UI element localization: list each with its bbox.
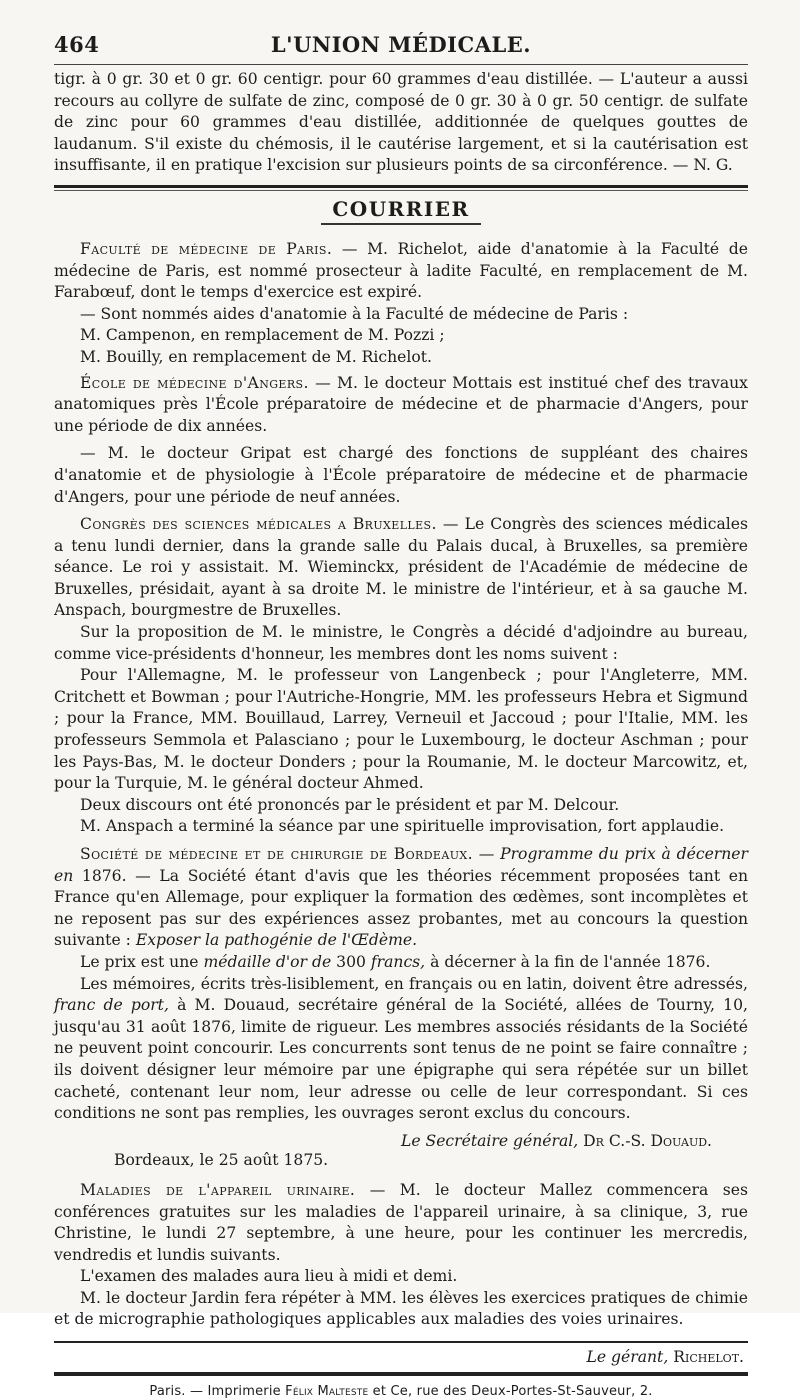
imprint-text-b: et Ce, rue des Deux-Portes-St-Sauveur, 2. xyxy=(368,1384,653,1399)
bruxelles-paragraph-3: Pour l'Allemagne, M. le professeur von Langenbeck ; pour l'Angleterre, MM. Critchett et Bowman ; pour l'Autriche-Hongrie, MM. les professeurs Hebra et Sigmund ; pour la France, MM. Bouillaud, Larrey, Verneuil et Jaccoud ; pour l'Italie, MM. les professeurs Semmola et Palasciano ; pour le Luxembourg, le docteur Aschman ; pour les Pays-Bas, M. le docteur Donders ; pour la Roumanie, M. le docteur Marcowitz, et, pour la Turquie, M. le général docteur Ahmed. xyxy=(54,666,748,793)
bordeaux-paragraph-3 xyxy=(54,974,748,1125)
maladies-paragraph xyxy=(54,1180,748,1266)
signature-name: Dr C.-S. Douaud. xyxy=(578,1131,712,1150)
prize-medal: médaille d'or de xyxy=(203,952,332,971)
bordeaux-prize-title: Programme du prix à décerner en xyxy=(54,845,748,885)
prize-francs: francs, xyxy=(370,952,426,971)
section-title: COURRIER xyxy=(332,196,470,221)
gerant-label: Le gérant, xyxy=(586,1348,669,1367)
page-number: 464 xyxy=(54,32,100,57)
faculte-item-1: M. Campenon, en remplacement de M. Pozzi ; xyxy=(80,326,445,345)
angers-paragraph xyxy=(54,373,748,438)
prize-text-a: Le prix est une xyxy=(80,952,204,971)
gerant-rule xyxy=(54,1341,748,1343)
imprint-line xyxy=(54,1384,748,1399)
memoirs-franc-de-port: franc de port, xyxy=(54,996,169,1015)
journal-title: L'UNION MÉDICALE. xyxy=(270,32,532,57)
memoirs-text-b: à M. Douaud, secrétaire général de la Société, allées de Tourny, 10, jusqu'au 31 août 1876, limite de rigueur. Les membres associés résidants de la Société ne peuvent point concourir. Les concurrents sont tenus de ne point se faire connaître ; ils doivent désigner leur mémoire par une épigraphe qui sera répétée sur un billet cacheté, contenant leur nom, leur adresse ou celle de leur correspondant. Si ces conditions ne sont pas remplies, les ouvrages seront exclus du concours. xyxy=(54,996,748,1123)
bruxelles-paragraph-2: Sur la proposition de M. le ministre, le Congrès a décidé d'adjoindre au bureau, comme vice-présidents d'honneur, les membres dont les noms suivent : xyxy=(54,623,748,663)
bruxelles-paragraph-4: Deux discours ont été prononcés par le président et par M. Delcour. xyxy=(80,795,620,814)
maladies-paragraph-3: M. le docteur Jardin fera répéter à MM. les élèves les exercices pratiques de chimie et de micrographie pathologiques applicables aux maladies des voies urinaires. xyxy=(54,1288,748,1329)
faculte-paragraph xyxy=(54,239,748,304)
memoirs-text-a: Les mémoires, écrits très-lisiblement, en français ou en latin, doivent être adressés, xyxy=(80,974,748,993)
intro-paragraph: tigr. à 0 gr. 30 et 0 gr. 60 centigr. pour 60 grammes d'eau distillée. — L'auteur a aussi recours au collyre de sulfate de zinc, composé de 0 gr. 30 à 0 gr. 50 centigr. de sulfate de zinc pour 60 grammes d'eau distillée, additionnée de quelques gouttes de laudanum. S'il existe du chémosis, il le cautérise largement, et si la cautérisation est insuffisante, il en pratique l'excision sur plusieurs points de sa circonférence. — N. G. xyxy=(54,70,748,175)
bruxelles-paragraph-5: M. Anspach a terminé la séance par une spirituelle improvisation, fort applaudie. xyxy=(80,817,725,836)
prize-text-c: à décerner à la fin de l'année 1876. xyxy=(425,952,711,971)
angers-text: — M. le docteur Mottais est institué chef des travaux anatomiques près l'École préparatoire de médecine et de pharmacie d'Angers, pour une période de dix années. xyxy=(54,373,748,435)
imprint-printer-name: Félix Malteste xyxy=(285,1384,369,1399)
imprint-text-a: Paris. — Imprimerie xyxy=(149,1384,286,1399)
faculte-heading: Faculté de médecine de Paris. xyxy=(80,239,333,258)
faculte-text: — M. Richelot, aide d'anatomie à la Faculté de médecine de Paris, est nommé prosecteur à ladite Faculté, en remplacement de M. Farabœuf, dont le temps d'exercice est expiré. xyxy=(54,239,748,302)
angers-paragraph-2: — M. le docteur Gripat est chargé des fonctions de suppléant des chaires d'anatomie et de physiologie à l'École préparatoire de médecine et de pharmacie d'Angers, pour une période de neuf années. xyxy=(54,444,748,506)
bordeaux-heading: Société de médecine et de chirurgie de Bordeaux. xyxy=(80,845,473,863)
section-title-underline xyxy=(321,223,481,225)
section-rule-thick xyxy=(54,185,748,188)
gerant-line xyxy=(54,1346,748,1368)
footer-rule xyxy=(54,1372,748,1376)
faculte-item-2: M. Bouilly, en remplacement de M. Richelot. xyxy=(80,347,432,366)
maladies-paragraph-2: L'examen des malades aura lieu à midi et demi. xyxy=(80,1267,458,1286)
section-rule-thin xyxy=(54,190,748,191)
signature-role: Le Secrétaire général, xyxy=(400,1131,579,1150)
bordeaux-dash: — xyxy=(472,845,501,863)
bordeaux-paragraph-2 xyxy=(54,952,748,974)
bruxelles-paragraph xyxy=(54,514,748,622)
angers-heading: École de médecine d'Angers. xyxy=(80,373,309,392)
gerant-name: Richelot. xyxy=(668,1348,744,1367)
bordeaux-question: Exposer la pathogénie de l'Œdème. xyxy=(135,931,418,950)
maladies-heading: Maladies de l'appareil urinaire. xyxy=(80,1180,356,1199)
bruxelles-heading: Congrès des sciences médicales a Bruxelles. xyxy=(80,515,437,534)
running-head xyxy=(54,28,748,64)
bordeaux-signature xyxy=(54,1131,748,1153)
bordeaux-dateline: Bordeaux, le 25 août 1875. xyxy=(114,1151,329,1170)
faculte-nominations: — Sont nommés aides d'anatomie à la Faculté de médecine de Paris : xyxy=(80,304,629,323)
footer-block xyxy=(54,1341,748,1399)
maladies-text: — M. le docteur Mallez commencera ses conférences gratuites sur les maladies de l'appareil urinaire, à sa clinique, 3, rue Christine, le lundi 27 septembre, à une heure, pour les continuer les mercredis, vendredis et lundis suivants. xyxy=(54,1180,748,1264)
header-rule xyxy=(54,64,748,65)
bruxelles-text: — Le Congrès des sciences médicales a tenu lundi dernier, dans la grande salle du Palais ducal, à Bruxelles, sa première séance. Le roi y assistait. M. Wieminckx, président de l'Académie de médecine de Bruxelles, présidait, ayant à sa droite M. le ministre de l'intérieur, et à sa gauche M. Anspach, bourgmestre de Bruxelles. xyxy=(54,515,748,620)
bordeaux-paragraph xyxy=(54,844,748,952)
bordeaux-prize-text: 1876. — La Société étant d'avis que les théories récemment proposées tant en France qu'en Allemage, pour expliquer la formation des œdèmes, sont incomplètes et ne reposent pas sur des expériences assez probantes, met au concours la question suivante : xyxy=(54,866,748,950)
prize-text-b: 300 xyxy=(331,952,371,971)
